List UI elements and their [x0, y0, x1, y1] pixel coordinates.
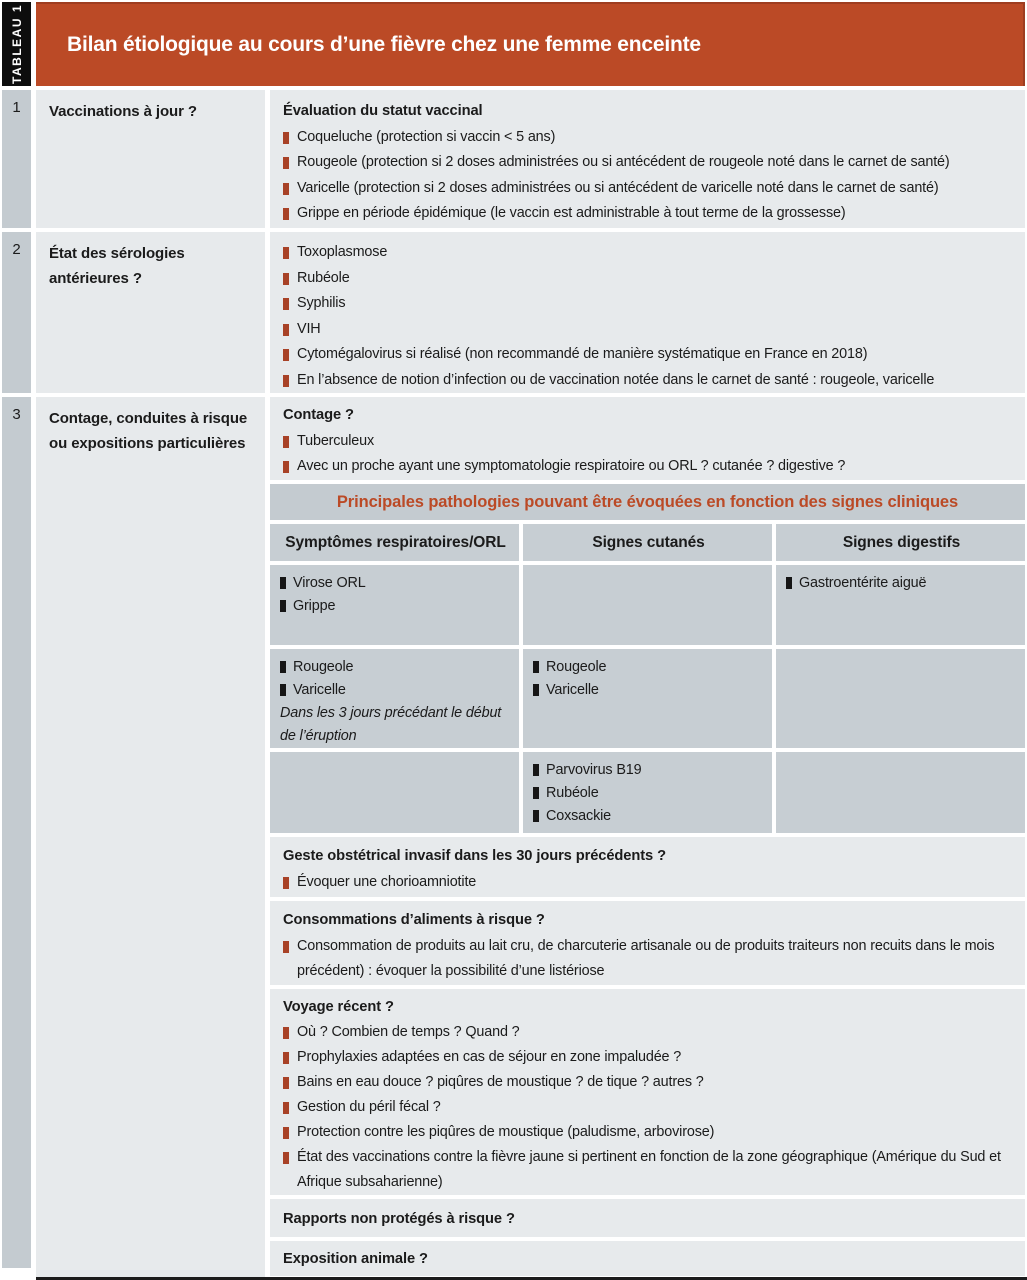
row-number: 1: [2, 90, 31, 228]
list-item-text: Coxsackie: [546, 808, 612, 824]
square-bullet-icon: [283, 324, 289, 336]
list-item-text: Cytomégalovirus si réalisé (non recommandé de manière systématique en France en 2018): [297, 346, 868, 362]
square-bullet-icon: [283, 436, 289, 448]
list-item-text: Rubéole: [297, 269, 350, 286]
square-bullet-icon: [533, 764, 539, 776]
list-item: [283, 317, 1013, 343]
square-bullet-icon: [283, 183, 289, 195]
square-bullet-icon: [280, 600, 286, 612]
square-bullet-icon: [283, 461, 289, 473]
table-row-vaccinations: [2, 90, 1025, 228]
row-number: 2: [2, 232, 31, 393]
clinical-signs-band-title: Principales pathologies pouvant être évoquées en fonction des signes cliniques: [336, 492, 959, 511]
list-item-text: Tuberculeux: [297, 432, 375, 449]
clinical-table-header-row: [270, 524, 1025, 561]
list-item: [283, 266, 1013, 292]
list-item-text: Évoquer une chorioamniotite: [297, 873, 477, 890]
column-header-cutaneous: Signes cutanés: [523, 524, 772, 561]
list-item-text: En l’absence de notion d’infection ou de vaccination notée dans le carnet de santé : rougeole, varicelle: [297, 371, 935, 388]
square-bullet-icon: [283, 1077, 289, 1089]
list-item: [280, 595, 511, 618]
cell-digestive-empty: [776, 752, 1025, 833]
list-item: [283, 454, 1013, 480]
list-item-text: Toxoplasmose: [297, 244, 388, 260]
tableau-number-tab: [2, 2, 31, 86]
square-bullet-icon: [283, 157, 289, 169]
list-item-text: État des vaccinations contre la fièvre jaune si pertinent en fonction de la zone géographique (Amérique du Sud et Afrique subsaharienne): [297, 1149, 1001, 1190]
list-item-text: Gastroentérite aiguë: [799, 575, 927, 591]
list-item-text: Varicelle (protection si 2 doses administrées ou si antécédent de varicelle noté dans le carnet de santé): [297, 179, 939, 196]
list-item-text: Consommation de produits au lait cru, de charcuterie artisanale ou de produits traiteurs non recuits dans le mois précédent) : évoquer la possibilité d’une listériose: [297, 937, 995, 979]
square-bullet-icon: [533, 787, 539, 799]
square-bullet-icon: [283, 208, 289, 220]
list-item-text: Où ? Combien de temps ? Quand ?: [297, 1024, 520, 1040]
list-item-text: Varicelle: [546, 682, 599, 698]
square-bullet-icon: [533, 661, 539, 673]
section-heading: Geste obstétrical invasif dans les 30 jours précédents ?: [283, 848, 666, 864]
row-question: Vaccinations à jour ?: [36, 90, 265, 228]
square-bullet-icon: [533, 810, 539, 822]
list-item-text: Virose ORL: [293, 575, 366, 591]
list-item-text: Bains en eau douce ? piqûres de moustique ? de tique ? autres ?: [297, 1074, 704, 1090]
list-item: [283, 934, 1013, 985]
cell-respiratory: [270, 565, 519, 645]
square-bullet-icon: [283, 1127, 289, 1139]
clinical-table-row: [270, 565, 1025, 645]
column-header-digestive: Signes digestifs: [776, 524, 1025, 561]
section-heading: Rapports non protégés à risque ?: [283, 1211, 515, 1227]
list-item-text: Grippe en période épidémique (le vaccin est administrable à tout terme de la grossesse): [297, 205, 846, 221]
square-bullet-icon: [283, 1052, 289, 1064]
cell-digestive-empty: [776, 649, 1025, 748]
row-number: 3: [2, 397, 31, 1268]
clinical-table-row: [270, 649, 1025, 748]
clinical-table-row: [270, 752, 1025, 833]
section-travel: [270, 989, 1025, 1195]
list-item: [283, 150, 1013, 176]
list-item: [283, 368, 1013, 394]
list-item: [533, 759, 764, 782]
square-bullet-icon: [283, 132, 289, 144]
cell-cutaneous: [523, 752, 772, 833]
square-bullet-icon: [283, 941, 289, 953]
clinical-signs-band: [270, 484, 1025, 520]
table-row-contage: [2, 397, 1025, 1277]
list-item: [533, 679, 764, 702]
square-bullet-icon: [786, 577, 792, 589]
list-item-text: Coqueluche (protection si vaccin < 5 ans): [297, 128, 556, 145]
list-item: [283, 1070, 1013, 1095]
section-heading: Voyage récent ?: [283, 999, 394, 1015]
timing-note: Dans les 3 jours précédant le début de l’éruption: [280, 705, 502, 744]
square-bullet-icon: [533, 684, 539, 696]
list-item-text: Rougeole: [293, 659, 354, 675]
list-item: [283, 291, 1013, 317]
list-item: [283, 201, 1013, 227]
cell-respiratory: [270, 649, 519, 748]
square-bullet-icon: [283, 349, 289, 361]
section-obstetric: [270, 837, 1025, 897]
list-item: [283, 342, 1013, 368]
list-item: [533, 805, 764, 828]
list-item: [786, 572, 1017, 595]
square-bullet-icon: [283, 298, 289, 310]
list-item: [280, 656, 511, 679]
section-heading: Exposition animale ?: [283, 1251, 428, 1267]
row-question: État des sérologies antérieures ?: [36, 232, 265, 393]
list-item: [533, 656, 764, 679]
row-content: [270, 397, 1025, 1277]
square-bullet-icon: [283, 375, 289, 387]
list-item: [280, 572, 511, 595]
square-bullet-icon: [283, 877, 289, 889]
square-bullet-icon: [283, 247, 289, 259]
row-question: Contage, conduites à risque ou expositions particulières: [36, 397, 265, 1277]
square-bullet-icon: [280, 577, 286, 589]
section-contage: [270, 397, 1025, 480]
list-item: [283, 176, 1013, 202]
list-item-text: Grippe: [293, 598, 336, 614]
list-item-text: Protection contre les piqûres de moustique (paludisme, arbovirose): [297, 1124, 715, 1140]
list-item-text: Avec un proche ayant une symptomatologie respiratoire ou ORL ? cutanée ? digestive ?: [297, 458, 846, 474]
column-header-respiratory: Symptômes respiratoires/ORL: [270, 524, 519, 561]
square-bullet-icon: [283, 1102, 289, 1114]
list-item: [283, 1020, 1013, 1045]
list-item: [283, 240, 1013, 266]
row-content: [270, 232, 1025, 393]
square-bullet-icon: [283, 273, 289, 285]
list-item: [533, 782, 764, 805]
square-bullet-icon: [283, 1152, 289, 1164]
cell-cutaneous-empty: [523, 565, 772, 645]
list-item: [283, 125, 1013, 151]
section-heading: Consommations d’aliments à risque ?: [283, 912, 545, 928]
cell-digestive: [776, 565, 1025, 645]
list-item-text: Rougeole: [546, 659, 607, 675]
section-heading: Évaluation du statut vaccinal: [283, 103, 483, 119]
table-title-band: [36, 2, 1025, 86]
section-food-risk: [270, 901, 1025, 985]
table-title: Bilan étiologique au cours d’une fièvre chez une femme enceinte: [67, 33, 701, 56]
list-item-text: Varicelle: [293, 682, 346, 698]
list-item-text: Rougeole (protection si 2 doses administrées ou si antécédent de rougeole noté dans le carnet de santé): [297, 154, 950, 170]
row-content: [270, 90, 1025, 228]
list-item-text: Gestion du péril fécal ?: [297, 1099, 441, 1115]
section-animal-exposure: [270, 1241, 1025, 1276]
list-item: [283, 870, 1013, 896]
section-heading: Contage ?: [283, 407, 354, 423]
list-item-text: VIH: [297, 320, 321, 337]
tableau-number-label: TABLEAU 1: [9, 4, 24, 84]
section-unprotected-sex: [270, 1199, 1025, 1237]
cell-respiratory-empty: [270, 752, 519, 833]
list-item-text: Parvovirus B19: [546, 762, 642, 778]
list-item: [283, 1120, 1013, 1145]
list-item: [280, 679, 511, 702]
square-bullet-icon: [280, 684, 286, 696]
list-item-text: Rubéole: [546, 785, 599, 801]
table-row-serologies: [2, 232, 1025, 393]
square-bullet-icon: [280, 661, 286, 673]
list-item-text: Syphilis: [297, 295, 346, 311]
list-item: [283, 1045, 1013, 1070]
list-item: [283, 1095, 1013, 1120]
list-item: [283, 1145, 1013, 1195]
list-item-text: Prophylaxies adaptées en cas de séjour en zone impaludée ?: [297, 1049, 682, 1065]
square-bullet-icon: [283, 1027, 289, 1039]
list-item: [283, 429, 1013, 455]
cell-cutaneous: [523, 649, 772, 748]
